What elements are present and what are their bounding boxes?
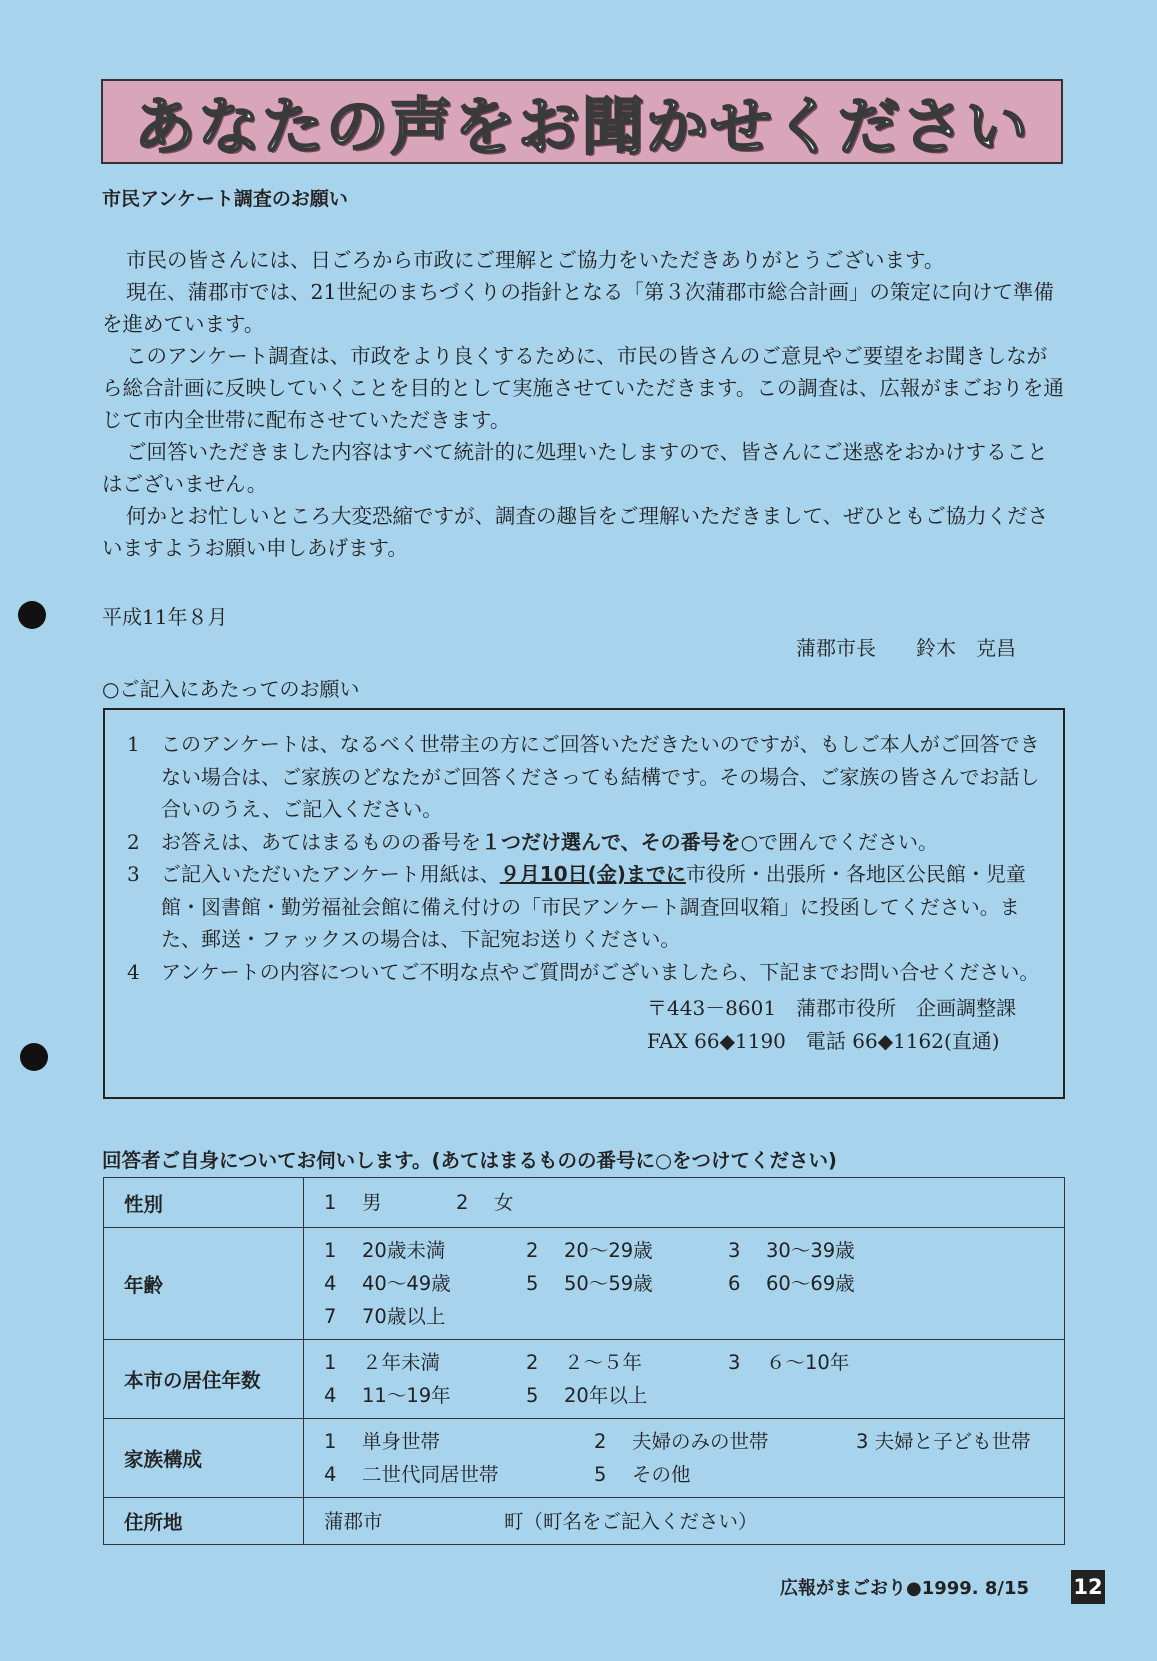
notice-item-number: 2 bbox=[127, 829, 140, 854]
intro-paragraphs bbox=[102, 244, 1064, 564]
intro-paragraph: ご回答いただきました内容はすべて統計的に処理いたしますので、皆さんにご迷惑をおかけすることはございません。 bbox=[102, 440, 1048, 496]
notice-item-text bbox=[161, 826, 1043, 859]
table-row bbox=[104, 1498, 1065, 1545]
notice-item-text-part: ○で囲んでください。 bbox=[740, 829, 939, 854]
option-label: ２年未満 bbox=[362, 1351, 441, 1374]
option-number: 3 bbox=[728, 1351, 741, 1374]
option-label: 20歳未満 bbox=[362, 1239, 446, 1262]
notice-item-text: このアンケートは、なるべく世帯主の方にご回答いただきたいのですが、もしご本人がご回答できない場合は、ご家族のどなたがご回答くださっても結構です。その場合、ご家族の皆さんでお話し合いのうえ、ご記入ください。 bbox=[161, 732, 1040, 821]
page-number: 12 bbox=[1071, 1570, 1105, 1604]
binder-hole-bottom bbox=[20, 1043, 48, 1071]
option-label: 60～69歳 bbox=[766, 1272, 855, 1295]
title-banner bbox=[101, 79, 1063, 164]
address-field[interactable] bbox=[304, 1498, 1065, 1545]
notice-item-text-part: 市役所・出張所・各地区公民館・児童館・図書館・勤労福祉会館に備え付けの「市民アンケート調査回収箱」に投函してください。また、郵送・ファックスの場合は、下記宛お送りください。 bbox=[161, 862, 1026, 951]
option-number: 4 bbox=[324, 1384, 337, 1407]
contact-address: 〒443－8601 蒲郡市役所 企画調整課 bbox=[647, 996, 1017, 1020]
option-age-50s[interactable] bbox=[526, 1267, 728, 1300]
option-label: 30～39歳 bbox=[766, 1239, 855, 1262]
respondent-section-title: 回答者ご自身についてお伺いします。(あてはまるものの番号に○をつけてください) bbox=[102, 1149, 837, 1172]
row-label-address: 住所地 bbox=[104, 1498, 304, 1545]
contact-phone-fax: FAX 66◆1190 電話 66◆1162(直通) bbox=[647, 1029, 1000, 1053]
option-number: 2 bbox=[526, 1239, 539, 1262]
mayor-signature-line: 蒲郡市長 鈴木 克昌 bbox=[796, 636, 1016, 660]
table-row bbox=[104, 1419, 1065, 1498]
option-male[interactable] bbox=[324, 1186, 456, 1219]
option-age-70plus[interactable] bbox=[324, 1300, 445, 1333]
option-two-generation[interactable] bbox=[324, 1458, 594, 1491]
option-age-20s[interactable] bbox=[526, 1234, 728, 1267]
family-options bbox=[304, 1419, 1065, 1498]
row-label-residence: 本市の居住年数 bbox=[104, 1340, 304, 1419]
row-label-gender: 性別 bbox=[104, 1178, 304, 1228]
address-town-instruction: 町（町名をご記入ください） bbox=[504, 1509, 758, 1533]
age-options bbox=[304, 1228, 1065, 1340]
gender-options bbox=[304, 1178, 1065, 1228]
option-number: 2 bbox=[456, 1191, 469, 1214]
option-label: ６～10年 bbox=[766, 1351, 850, 1374]
option-label: 男 bbox=[362, 1191, 382, 1214]
option-label: 20～29歳 bbox=[564, 1239, 653, 1262]
option-label: その他 bbox=[632, 1463, 691, 1486]
notice-item-text bbox=[161, 858, 1043, 956]
option-number: 6 bbox=[728, 1272, 741, 1295]
notice-item-text-part: ご記入いただいたアンケート用紙は、 bbox=[161, 862, 500, 886]
option-label: 50～59歳 bbox=[564, 1272, 653, 1295]
option-number: 7 bbox=[324, 1305, 337, 1328]
table-row bbox=[104, 1178, 1065, 1228]
notice-item-emphasis: １つだけ選んで、その番号を bbox=[481, 829, 741, 854]
notice-item-text-part: お答えは、あてはまるものの番号を bbox=[161, 829, 481, 854]
option-label: 3 夫婦と子ども世帯 bbox=[856, 1430, 1031, 1453]
notice-item bbox=[127, 956, 1043, 989]
option-res-11to19[interactable] bbox=[324, 1379, 526, 1412]
option-number: 5 bbox=[526, 1272, 539, 1295]
option-age-under20[interactable] bbox=[324, 1234, 526, 1267]
option-number: 4 bbox=[324, 1463, 337, 1486]
binder-hole-top bbox=[18, 601, 46, 629]
option-label: 70歳以上 bbox=[362, 1305, 446, 1328]
option-res-20plus[interactable] bbox=[526, 1379, 647, 1412]
notice-item-text: アンケートの内容についてご不明な点やご質問がございましたら、下記までお問い合せください。 bbox=[161, 959, 1040, 984]
address-city: 蒲郡市 bbox=[324, 1509, 383, 1533]
intro-paragraph: 現在、蒲郡市では、21世紀のまちづくりの指針となる「第３次蒲郡市総合計画」の策定に向けて準備を進めています。 bbox=[102, 280, 1054, 336]
option-label: 夫婦のみの世帯 bbox=[632, 1430, 769, 1453]
option-number: 3 bbox=[728, 1239, 741, 1262]
option-couple-children[interactable] bbox=[856, 1425, 1031, 1458]
intro-paragraph: 市民の皆さんには、日ごろから市政にご理解とご協力をいただきありがとうございます。 bbox=[126, 248, 945, 272]
option-age-30s[interactable] bbox=[728, 1234, 855, 1267]
option-number: 5 bbox=[594, 1463, 607, 1486]
notice-item-number: 1 bbox=[127, 732, 140, 756]
option-res-under2[interactable] bbox=[324, 1346, 526, 1379]
table-row bbox=[104, 1228, 1065, 1340]
option-female[interactable] bbox=[456, 1186, 514, 1219]
intro-paragraph: このアンケート調査は、市政をより良くするために、市民の皆さんのご意見やご要望をお聞きしながら総合計画に反映していくことを目的として実施させていただきます。この調査は、広報がまごおりを通じて市内全世帯に配布させていただきます。 bbox=[102, 344, 1064, 432]
option-label: 二世代同居世帯 bbox=[362, 1463, 499, 1486]
banner-title: あなたの声をお聞かせください bbox=[133, 90, 1030, 163]
option-label: ２～５年 bbox=[564, 1351, 643, 1374]
respondent-table bbox=[103, 1177, 1065, 1545]
publication-footer: 広報がまごおり●1999. 8/15 bbox=[780, 1578, 1030, 1599]
notice-item-number: 4 bbox=[127, 959, 140, 984]
issue-date: 平成11年８月 bbox=[102, 605, 228, 629]
notice-item bbox=[127, 728, 1043, 826]
table-row bbox=[104, 1340, 1065, 1419]
option-age-40s[interactable] bbox=[324, 1267, 526, 1300]
option-number: 2 bbox=[594, 1430, 607, 1453]
option-couple[interactable] bbox=[594, 1425, 856, 1458]
section-heading: 市民アンケート調査のお願い bbox=[102, 188, 348, 210]
option-label: 11～19年 bbox=[362, 1384, 451, 1407]
residence-options bbox=[304, 1340, 1065, 1419]
option-number: 1 bbox=[324, 1430, 337, 1453]
option-res-2to5[interactable] bbox=[526, 1346, 728, 1379]
option-number: 4 bbox=[324, 1272, 337, 1295]
option-label: 女 bbox=[494, 1191, 514, 1214]
notice-item bbox=[127, 826, 1043, 859]
option-label: 20年以上 bbox=[564, 1384, 648, 1407]
option-single[interactable] bbox=[324, 1425, 594, 1458]
row-label-age: 年齢 bbox=[104, 1228, 304, 1340]
notice-box bbox=[103, 708, 1065, 1099]
option-number: 1 bbox=[324, 1191, 337, 1214]
row-label-family: 家族構成 bbox=[104, 1419, 304, 1498]
option-number: 2 bbox=[526, 1351, 539, 1374]
option-age-60s[interactable] bbox=[728, 1267, 855, 1300]
option-label: 単身世帯 bbox=[362, 1430, 441, 1453]
option-other[interactable] bbox=[594, 1458, 691, 1491]
option-number: 5 bbox=[526, 1384, 539, 1407]
option-number: 1 bbox=[324, 1351, 337, 1374]
contact-info bbox=[647, 992, 1043, 1058]
notice-title: ○ご記入にあたってのお願い bbox=[102, 677, 360, 701]
option-number: 1 bbox=[324, 1239, 337, 1262]
notice-item-number: 3 bbox=[127, 862, 140, 886]
option-res-6to10[interactable] bbox=[728, 1346, 849, 1379]
notice-item bbox=[127, 858, 1043, 956]
intro-paragraph: 何かとお忙しいところ大変恐縮ですが、調査の趣旨をご理解いただきまして、ぜひともご協力くださいますようお願い申しあげます。 bbox=[102, 504, 1049, 560]
option-label: 40～49歳 bbox=[362, 1272, 451, 1295]
deadline-text: ９月10日(金)までに bbox=[499, 862, 686, 886]
